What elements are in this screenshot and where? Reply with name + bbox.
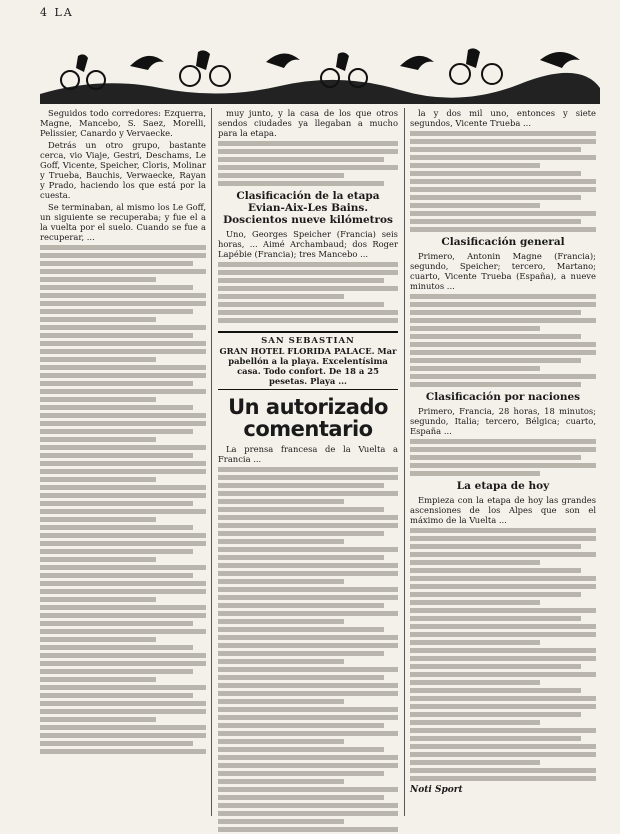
- paragraph: la y dos mil uno, entonces y siete segundos, Vicente Trueba ...: [410, 108, 596, 128]
- ad-city: SAN SEBASTIAN: [261, 336, 355, 346]
- paragraph: muy junto, y la casa de los que otros sendos ciudades ya llegaban a mucho para la etapa.: [218, 108, 398, 138]
- hotel-advertisement: [218, 331, 398, 390]
- paragraph: Uno, Georges Speicher (Francia) seis horas, ... Aimé Archambaud; dos Roger Lapébie (Francia); tres Mancebo ...: [218, 229, 398, 259]
- nations-classification-heading: Clasificación por naciones: [425, 391, 581, 403]
- paragraph: Se terminaban, al mismo los Le Goff, un siguiente se recuperaba; y fue el a la vuelta por el suelo. Cuando se fue a recuperar, ...: [40, 202, 206, 242]
- column-right: [410, 108, 596, 795]
- paragraph: Detrás un otro grupo, bastante cerca, vio Viaje, Gestri, Deschams, Le Goff, Vicente, Speicher, Cloris, Molinar y Trueba, Bauchis, Verwaecke, Rayan y Prado, haciendo los que está por la cuesta.: [40, 140, 206, 200]
- byline-signoff: Noti Sport: [410, 785, 463, 795]
- stage-classification-heading: Clasificación de la etapa Evian-Aix-Les Bains. Doscientos nueve kilómetros: [223, 190, 393, 226]
- column-rule: [211, 108, 212, 816]
- paragraph: Empieza con la etapa de hoy las grandes ascensiones de los Alpes que son el máximo de la Vuelta ...: [410, 495, 596, 525]
- paragraph: Primero, Francia, 28 horas, 18 minutos; segundo, Italia; tercero, Bélgica; cuarto, España ...: [410, 406, 596, 436]
- illegible-body-text: [410, 528, 596, 781]
- illegible-body-text: [218, 467, 398, 832]
- paragraph: Seguidos todo corredores: Ezquerra, Magne, Mancebo, S. Saez, Morelli, Pelissier, Canardo y Vervaecke.: [40, 108, 206, 138]
- illegible-body-text: [218, 262, 398, 323]
- general-classification-heading: Clasificación general: [441, 236, 565, 248]
- todays-stage-heading: La etapa de hoy: [456, 480, 550, 492]
- illegible-body-text: [410, 131, 596, 232]
- feature-headline: Un autorizado comentario: [228, 395, 388, 441]
- illegible-body-text: [410, 294, 596, 387]
- paragraph: Primero, Antonin Magne (Francia); segundo, Speicher; tercero, Martano; cuarto, Vicente Trueba (España), a nueve minutos ...: [410, 251, 596, 291]
- column-middle: [218, 108, 398, 834]
- column-rule: [404, 108, 405, 816]
- ad-text: GRAN HOTEL FLORIDA PALACE. Mar pabellón a la playa. Excelentísima casa. Todo confort. De 18 a 25 pesetas. Playa ...: [219, 346, 397, 386]
- cycling-banner-illustration: [40, 36, 600, 104]
- illegible-body-text: [218, 141, 398, 186]
- illegible-body-text: [410, 439, 596, 476]
- paragraph: La prensa francesa de la Vuelta a Francia ...: [218, 444, 398, 464]
- illegible-body-text: [40, 245, 206, 754]
- page-folio: 4 LA: [40, 6, 74, 19]
- column-left: [40, 108, 206, 756]
